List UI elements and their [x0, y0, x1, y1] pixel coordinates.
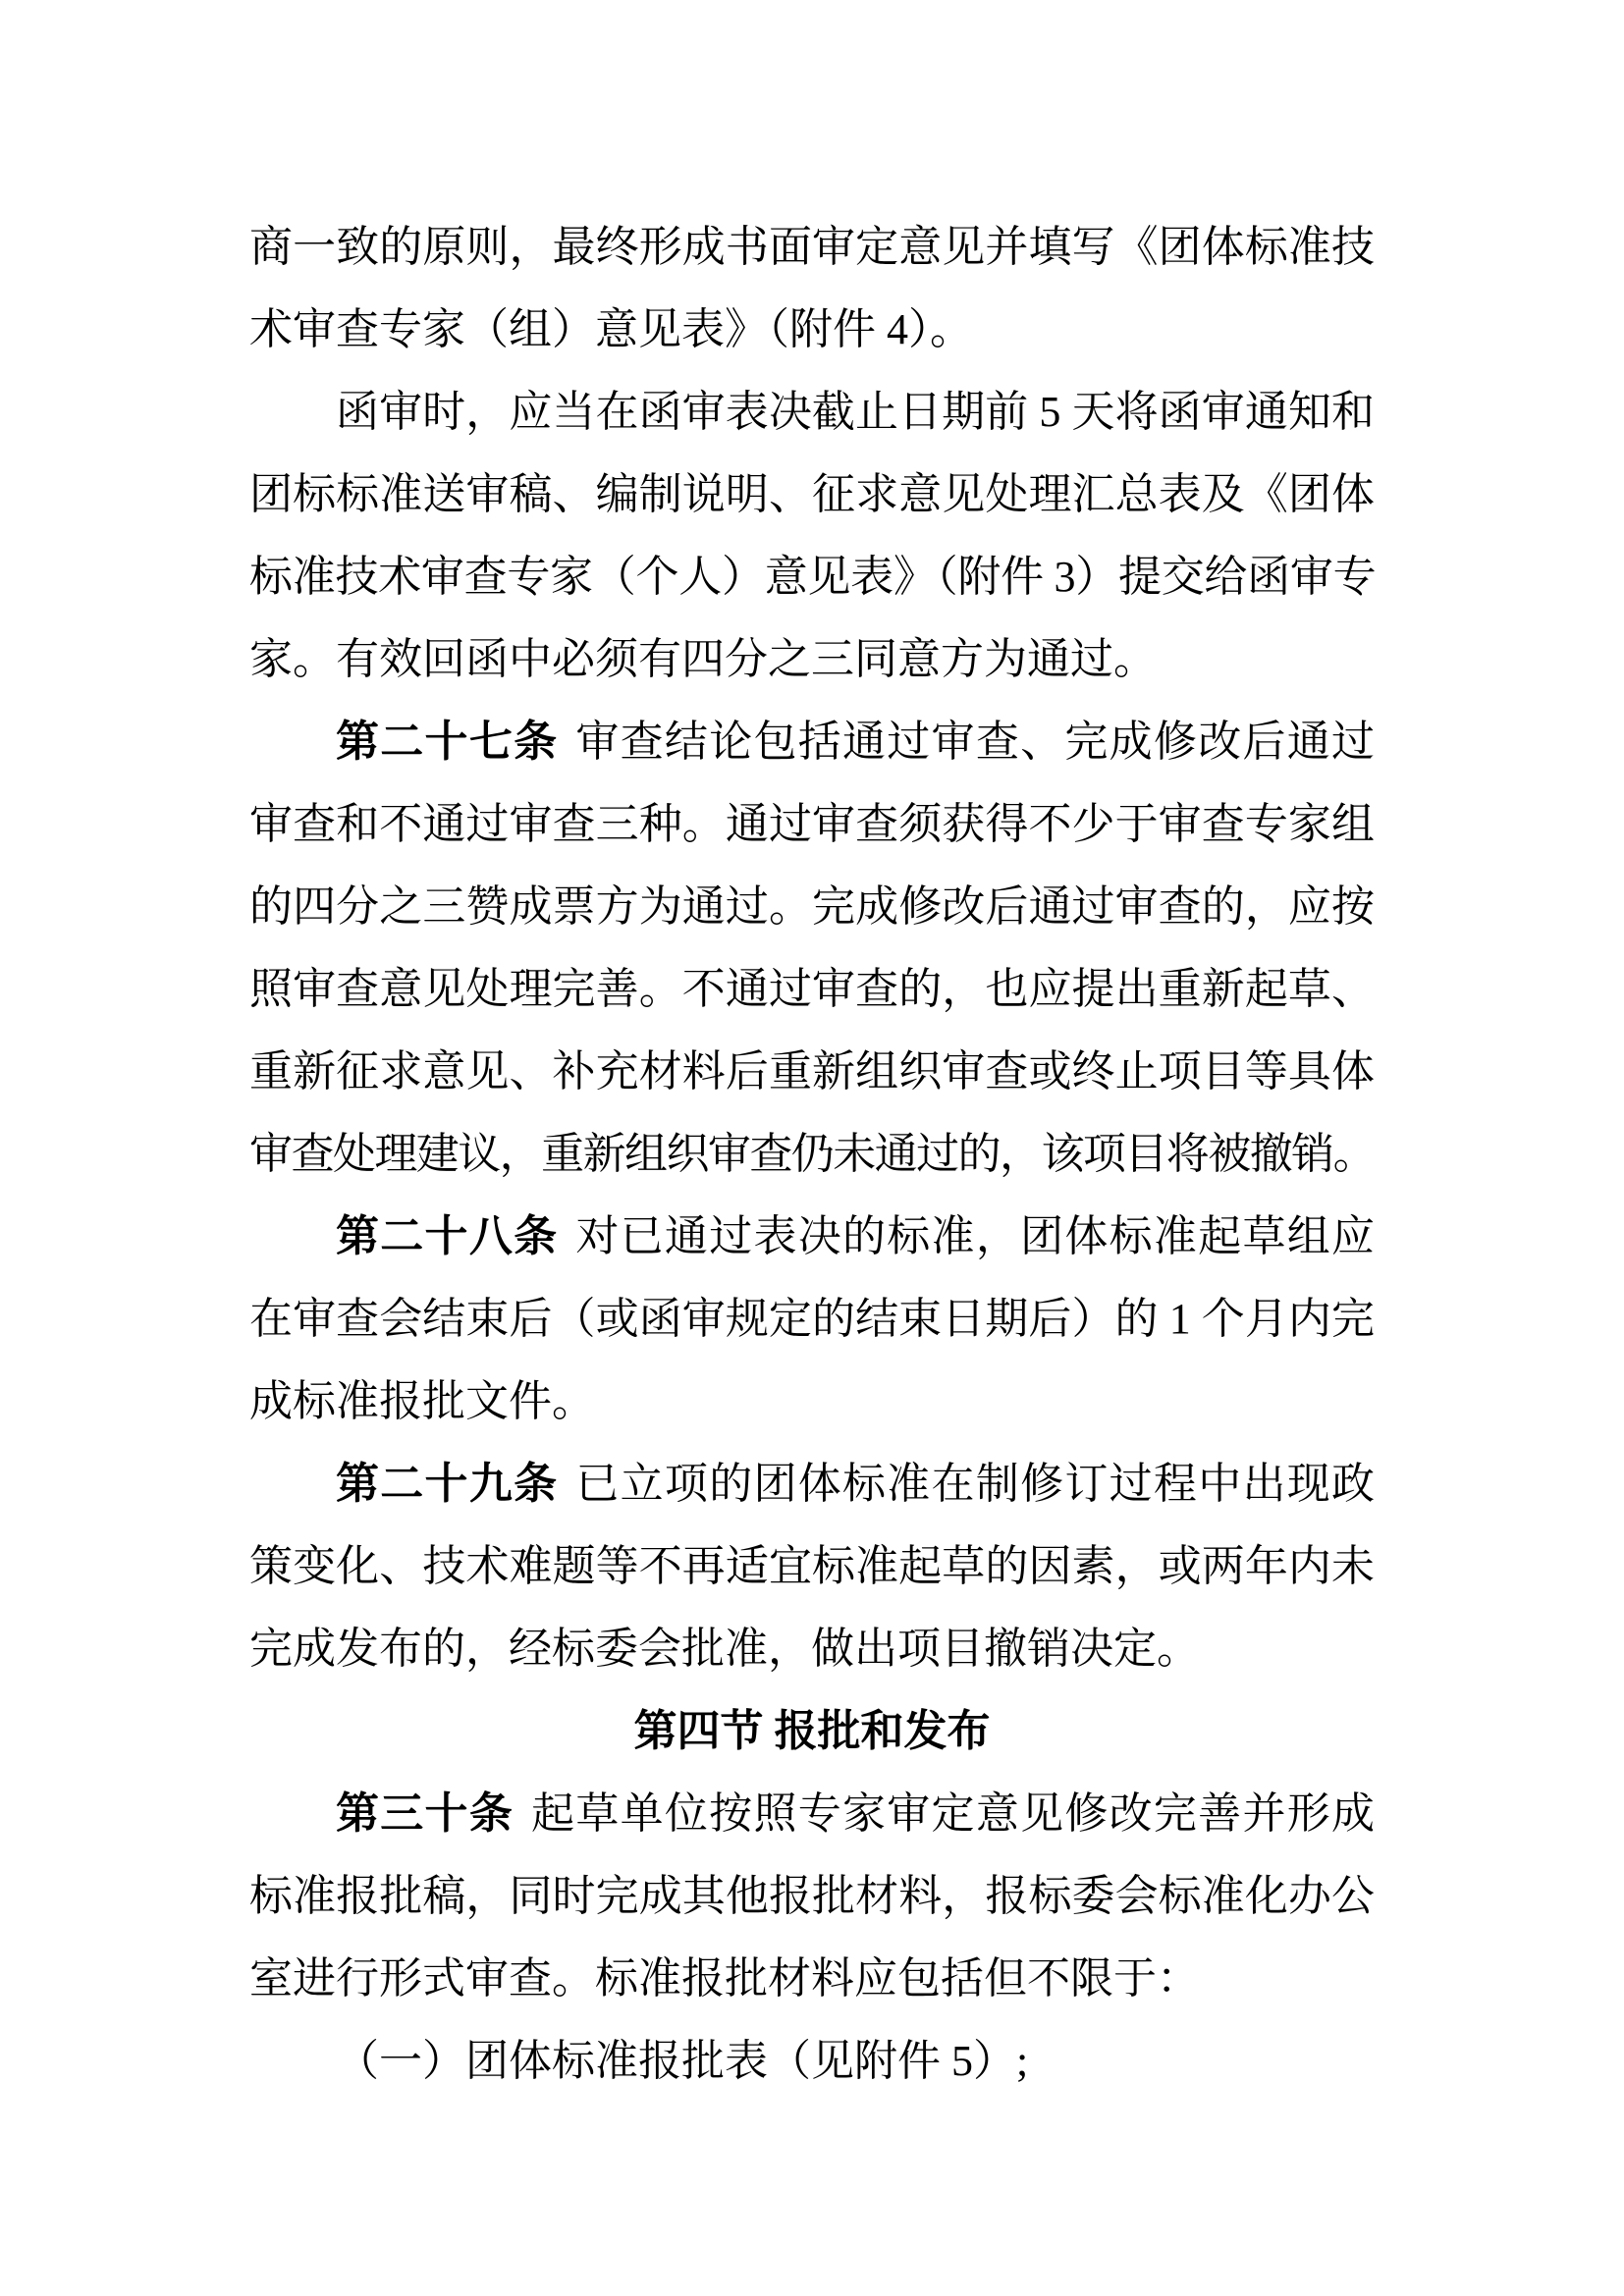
- list-item-1: （一）团体标准报批表（见附件 5）;: [336, 2037, 1029, 2085]
- paragraph-line: 室进行形式审查。标准报批材料应包括但不限于：: [249, 1954, 1200, 2002]
- paragraph-line: 家。有效回函中必须有四分之三同意方为通过。: [249, 635, 1157, 683]
- article-number: 第二十八条: [336, 1212, 559, 1260]
- paragraph-line: 商一致的原则，最终形成书面审定意见并填写《团体标准技: [249, 223, 1375, 271]
- article-number: 第二十九条: [336, 1460, 559, 1508]
- paragraph-line: 策变化、技术难题等不再适宜标准起草的因素，或两年内未: [249, 1542, 1375, 1590]
- paragraph-line: 审查处理建议，重新组织审查仍未通过的，该项目将被撤销。: [249, 1130, 1375, 1178]
- document-body: [249, 206, 1375, 2103]
- paragraph-line: 成标准报批文件。: [249, 1377, 595, 1425]
- article-number: 第三十条: [336, 1789, 514, 1838]
- paragraph-line: 术审查专家（组）意见表》（附件 4）。: [249, 305, 973, 353]
- paragraph-line: 重新征求意见、补充材料后重新组织审查或终止项目等具体: [249, 1047, 1375, 1095]
- article-number: 第二十七条: [336, 718, 559, 766]
- paragraph-line: 审查和不通过审查三种。通过审查须获得不少于审查专家组: [249, 800, 1375, 848]
- paragraph-line: 照审查意见处理完善。不通过审查的，也应提出重新起草、: [249, 965, 1375, 1013]
- paragraph-line: 标准报批稿，同时完成其他报批材料，报标委会标准化办公: [249, 1872, 1375, 1920]
- section-heading: 第四节 报批和发布: [633, 1707, 991, 1755]
- article-30-line: 第三十条 起草单位按照专家审定意见修改完善并形成: [336, 1789, 1376, 1838]
- paragraph-line: 标准技术审查专家（个人）意见表》（附件 3）提交给函审专: [249, 553, 1375, 601]
- article-29-line: 第二十九条 已立项的团体标准在制修订过程中出现政: [336, 1460, 1376, 1508]
- paragraph-line: 函审时，应当在函审表决截止日期前 5 天将函审通知和: [336, 388, 1375, 436]
- paragraph-line: 的四分之三赞成票方为通过。完成修改后通过审查的，应按: [249, 882, 1375, 931]
- paragraph-line: 在审查会结束后（或函审规定的结束日期后）的 1 个月内完: [249, 1295, 1375, 1343]
- paragraph-line: 团标标准送审稿、编制说明、征求意见处理汇总表及《团体: [249, 470, 1375, 518]
- article-28-line: 第二十八条 对已通过表决的标准，团体标准起草组应: [336, 1212, 1376, 1260]
- paragraph-line: 完成发布的，经标委会批准，做出项目撤销决定。: [249, 1625, 1200, 1673]
- article-27-line: 第二十七条 审查结论包括通过审查、完成修改后通过: [336, 718, 1376, 766]
